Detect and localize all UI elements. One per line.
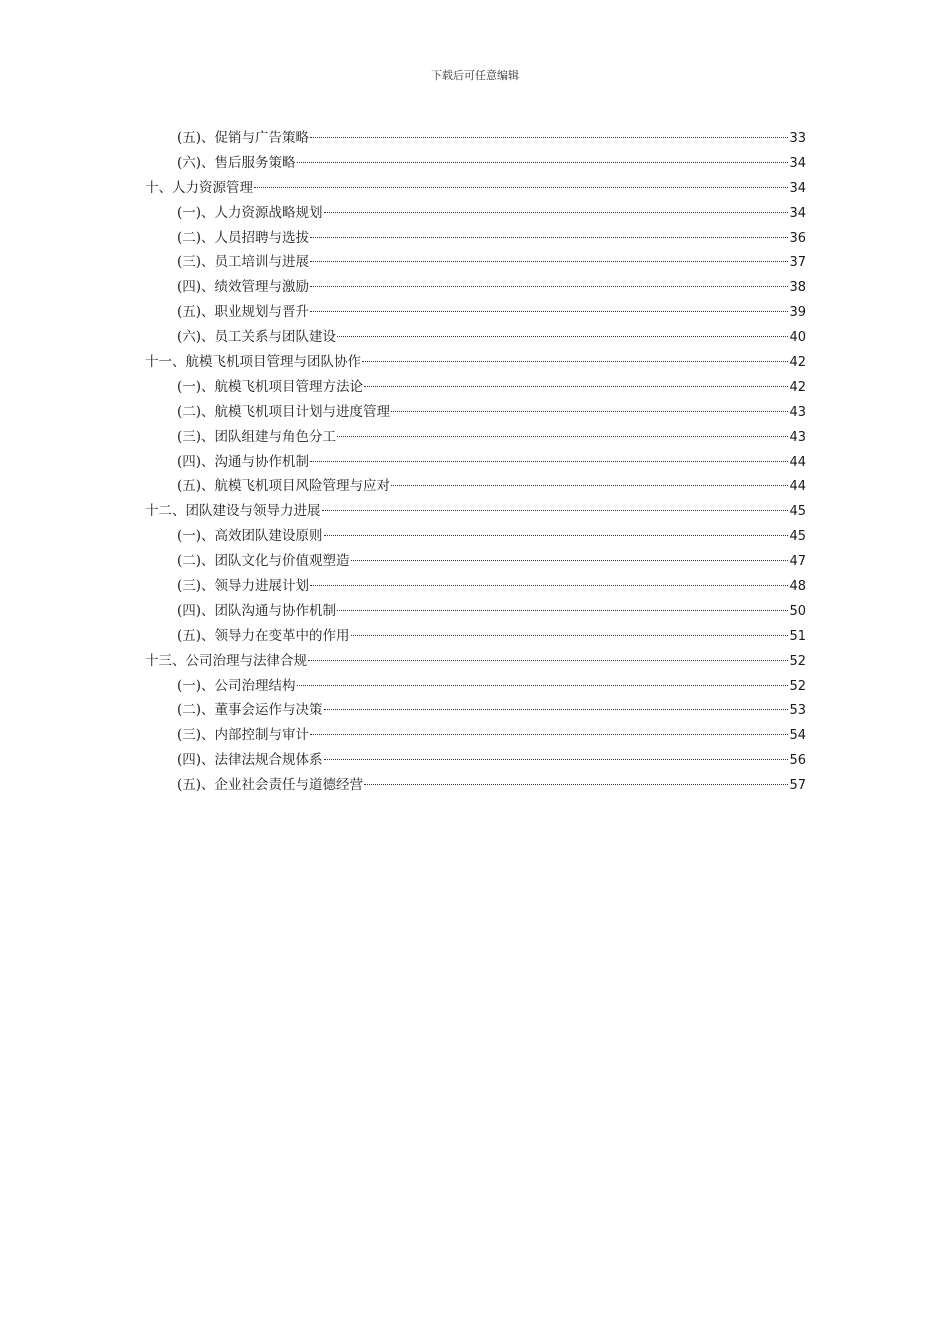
toc-page-number: 43 bbox=[789, 429, 806, 445]
toc-section-entry[interactable] bbox=[145, 698, 806, 723]
toc-dot-leader bbox=[310, 311, 788, 312]
toc-page-number: 53 bbox=[789, 703, 806, 719]
toc-section-entry[interactable] bbox=[145, 201, 806, 226]
toc-dot-leader bbox=[324, 212, 789, 213]
toc-page-number: 39 bbox=[789, 305, 806, 321]
toc-section-entry[interactable] bbox=[145, 624, 806, 649]
toc-dot-leader bbox=[364, 386, 788, 387]
toc-dot-leader bbox=[337, 436, 788, 437]
toc-entry-title: (一)、高效团队建设原则 bbox=[177, 528, 323, 545]
toc-page-number: 36 bbox=[789, 230, 806, 246]
toc-page-number: 42 bbox=[789, 379, 806, 395]
toc-page-number: 54 bbox=[789, 728, 806, 744]
toc-dot-leader bbox=[351, 635, 789, 636]
toc-entry-title: (四)、法律法规合规体系 bbox=[177, 752, 323, 769]
toc-entry-title: (五)、企业社会责任与道德经营 bbox=[177, 777, 364, 794]
toc-entry-title: (二)、团队文化与价值观塑造 bbox=[177, 553, 350, 570]
toc-page-number: 44 bbox=[789, 454, 806, 470]
toc-page-number: 44 bbox=[789, 479, 806, 495]
toc-entry-title: 十二、团队建设与领导力进展 bbox=[145, 503, 321, 520]
toc-section-entry[interactable] bbox=[145, 450, 806, 475]
toc-page-number: 38 bbox=[789, 280, 806, 296]
page-header: 下载后可任意编辑 bbox=[431, 69, 519, 82]
toc-dot-leader bbox=[324, 759, 789, 760]
toc-entry-title: (五)、航模飞机项目风险管理与应对 bbox=[177, 478, 391, 495]
toc-entry-title: (四)、团队沟通与协作机制 bbox=[177, 602, 337, 619]
toc-entry-title: (三)、领导力进展计划 bbox=[177, 578, 310, 595]
toc-section-entry[interactable] bbox=[145, 275, 806, 300]
toc-page-number: 45 bbox=[789, 504, 806, 520]
toc-entry-title: 十、人力资源管理 bbox=[145, 179, 253, 196]
toc-entry-title: (一)、人力资源战略规划 bbox=[177, 204, 323, 221]
toc-dot-leader bbox=[337, 610, 788, 611]
toc-section-entry[interactable] bbox=[145, 300, 806, 325]
toc-entry-title: (一)、航模飞机项目管理方法论 bbox=[177, 378, 364, 395]
toc-section-entry[interactable] bbox=[145, 723, 806, 748]
toc-section-entry[interactable] bbox=[145, 400, 806, 425]
toc-section-entry[interactable] bbox=[145, 748, 806, 773]
toc-section-entry[interactable] bbox=[145, 425, 806, 450]
toc-page-number: 52 bbox=[789, 653, 806, 669]
toc-entry-title: (五)、领导力在变革中的作用 bbox=[177, 627, 350, 644]
toc-dot-leader bbox=[322, 510, 789, 511]
toc-dot-leader bbox=[310, 137, 788, 138]
toc-page-number: 52 bbox=[789, 678, 806, 694]
toc-dot-leader bbox=[310, 261, 788, 262]
toc-section-entry[interactable] bbox=[145, 151, 806, 176]
toc-dot-leader bbox=[310, 585, 788, 586]
toc-page-number: 37 bbox=[789, 255, 806, 271]
toc-page-number: 51 bbox=[789, 628, 806, 644]
toc-dot-leader bbox=[324, 709, 789, 710]
toc-section-entry[interactable] bbox=[145, 524, 806, 549]
toc-section-entry[interactable] bbox=[145, 226, 806, 251]
toc-chapter-entry[interactable] bbox=[145, 649, 806, 674]
toc-dot-leader bbox=[310, 286, 788, 287]
toc-dot-leader bbox=[362, 361, 788, 362]
toc-dot-leader bbox=[310, 237, 788, 238]
toc-section-entry[interactable] bbox=[145, 250, 806, 275]
toc-page-number: 45 bbox=[789, 529, 806, 545]
toc-page-number: 56 bbox=[789, 753, 806, 769]
toc-entry-title: (四)、绩效管理与激励 bbox=[177, 279, 310, 296]
toc-entry-title: (三)、员工培训与进展 bbox=[177, 254, 310, 271]
toc-page-number: 57 bbox=[789, 778, 806, 794]
toc-page-number: 47 bbox=[789, 554, 806, 570]
toc-dot-leader bbox=[391, 411, 788, 412]
toc-dot-leader bbox=[297, 685, 789, 686]
toc-entry-title: (五)、促销与广告策略 bbox=[177, 130, 310, 146]
toc-entry-title: (二)、人员招聘与选拔 bbox=[177, 229, 310, 246]
toc-entry-title: (五)、职业规划与晋升 bbox=[177, 304, 310, 321]
toc-page-number: 43 bbox=[789, 404, 806, 420]
toc-page-number: 34 bbox=[789, 180, 806, 196]
toc-entry-title: (三)、内部控制与审计 bbox=[177, 727, 310, 744]
toc-section-entry[interactable] bbox=[145, 474, 806, 499]
toc-section-entry[interactable] bbox=[145, 574, 806, 599]
toc-chapter-entry[interactable] bbox=[145, 176, 806, 201]
toc-page-number: 42 bbox=[789, 355, 806, 371]
toc-entry-title: (六)、员工关系与团队建设 bbox=[177, 329, 337, 346]
toc-page-number: 40 bbox=[789, 330, 806, 346]
toc-chapter-entry[interactable] bbox=[145, 350, 806, 375]
toc-page-number: 34 bbox=[789, 205, 806, 221]
toc-section-entry[interactable] bbox=[145, 549, 806, 574]
toc-dot-leader bbox=[254, 187, 788, 188]
toc-entry-title: 十一、航模飞机项目管理与团队协作 bbox=[145, 354, 361, 371]
toc-section-entry[interactable] bbox=[145, 674, 806, 699]
toc-section-entry[interactable] bbox=[145, 773, 806, 798]
toc-dot-leader bbox=[337, 336, 788, 337]
toc-entry-title: 十三、公司治理与法律合规 bbox=[145, 652, 307, 669]
toc-entry-title: (六)、售后服务策略 bbox=[177, 154, 296, 171]
toc-page-number: 34 bbox=[789, 155, 806, 171]
toc-entry-title: (三)、团队组建与角色分工 bbox=[177, 428, 337, 445]
toc-dot-leader bbox=[308, 660, 788, 661]
toc-dot-leader bbox=[310, 461, 788, 462]
toc-section-entry[interactable] bbox=[145, 126, 806, 151]
toc-dot-leader bbox=[297, 162, 789, 163]
toc-page-number: 50 bbox=[789, 603, 806, 619]
toc-chapter-entry[interactable] bbox=[145, 499, 806, 524]
toc-dot-leader bbox=[364, 784, 788, 785]
toc-page-number: 48 bbox=[789, 579, 806, 595]
toc-dot-leader bbox=[351, 560, 789, 561]
table-of-contents bbox=[145, 126, 806, 798]
toc-section-entry[interactable] bbox=[145, 325, 806, 350]
toc-dot-leader bbox=[310, 734, 788, 735]
toc-entry-title: (二)、董事会运作与决策 bbox=[177, 702, 323, 719]
toc-entry-title: (二)、航模飞机项目计划与进度管理 bbox=[177, 403, 391, 420]
toc-dot-leader bbox=[391, 485, 788, 486]
toc-entry-title: (一)、公司治理结构 bbox=[177, 677, 296, 694]
toc-page-number: 33 bbox=[789, 131, 806, 146]
toc-entry-title: (四)、沟通与协作机制 bbox=[177, 453, 310, 470]
toc-section-entry[interactable] bbox=[145, 599, 806, 624]
toc-section-entry[interactable] bbox=[145, 375, 806, 400]
toc-dot-leader bbox=[324, 535, 789, 536]
